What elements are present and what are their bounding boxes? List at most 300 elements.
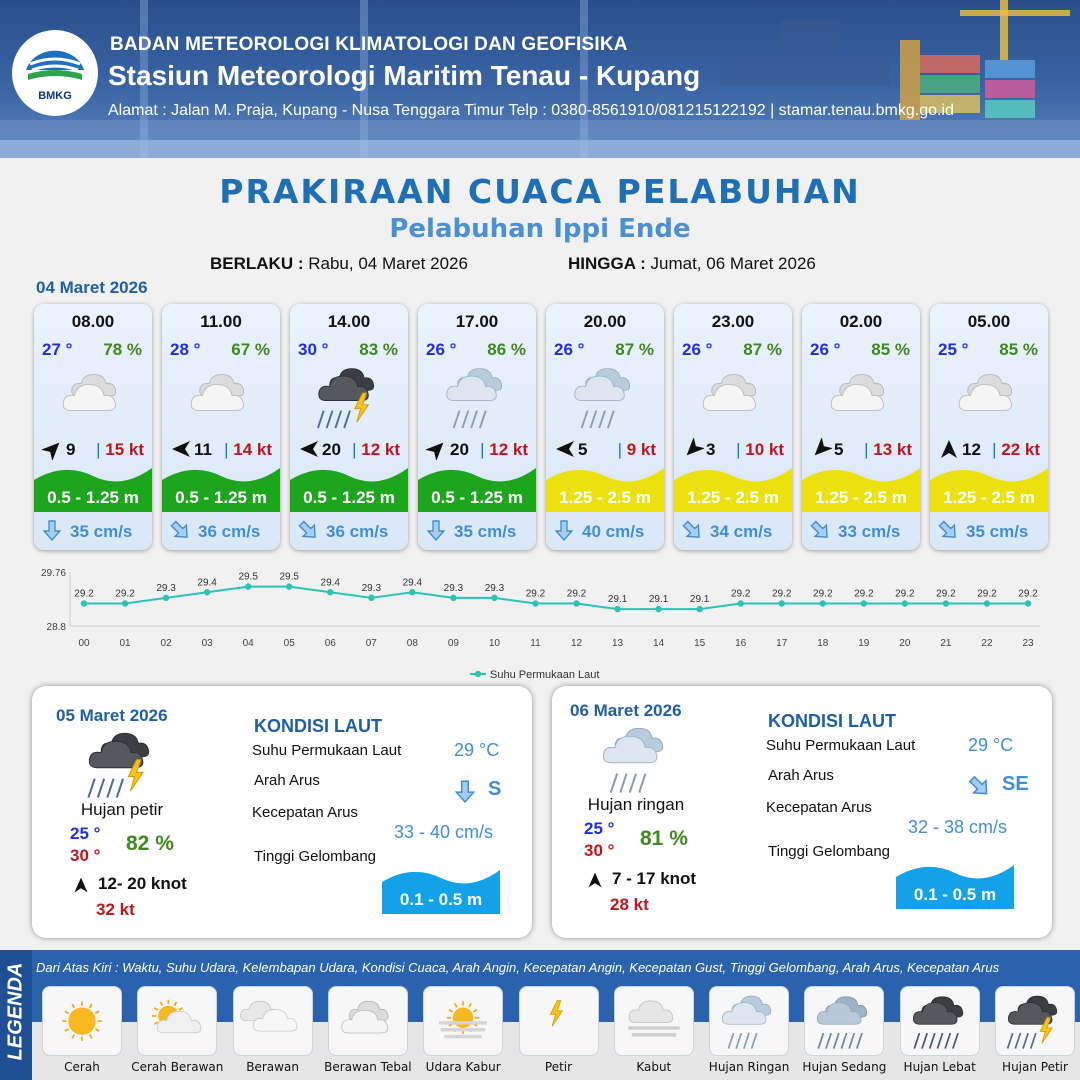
card-wave-height: 1.25 - 2.5 m bbox=[687, 488, 779, 507]
card-current-speed: 33 cm/s bbox=[838, 522, 901, 541]
hourly-card bbox=[546, 304, 664, 550]
day-panel bbox=[552, 686, 1052, 938]
card-gust-value: 22 kt bbox=[1001, 440, 1040, 459]
udara-kabur-icon bbox=[428, 992, 498, 1052]
card-current-speed: 35 cm/s bbox=[70, 522, 133, 541]
wind-direction-icon bbox=[170, 438, 192, 460]
valid-from-label: BERLAKU : bbox=[210, 254, 304, 273]
x-tick-label: 00 bbox=[78, 638, 90, 649]
card-gust bbox=[96, 440, 144, 460]
day-current-direction bbox=[966, 773, 992, 799]
sst-label: Suhu Permukaan Laut bbox=[766, 737, 916, 754]
x-tick-label: 22 bbox=[981, 638, 993, 649]
legend-description: Dari Atas Kiri : Waktu, Suhu Udara, Kelembapan Udara, Kondisi Cuaca, Arah Angin, Kecepatan Angin, Kecepatan Gust, Tinggi Gelombang, Arah Arus, Kecepatan Arus bbox=[36, 960, 1000, 975]
data-point bbox=[779, 600, 785, 606]
cerah-icon bbox=[47, 992, 117, 1052]
hujan-petir-icon bbox=[309, 364, 389, 432]
hourly-card bbox=[802, 304, 920, 550]
x-tick-label: 14 bbox=[653, 638, 665, 649]
data-point bbox=[245, 583, 251, 589]
data-point bbox=[532, 600, 538, 606]
x-tick-label: 12 bbox=[570, 638, 583, 649]
current-direction-icon bbox=[552, 518, 576, 542]
data-point bbox=[737, 600, 743, 606]
separator: | bbox=[480, 440, 490, 459]
sst-value: 29 °C bbox=[968, 735, 1014, 755]
current-direction-icon bbox=[168, 518, 192, 542]
card-gust bbox=[992, 440, 1040, 460]
current-direction-label: Arah Arus bbox=[768, 767, 834, 784]
x-tick-label: 13 bbox=[612, 638, 624, 649]
berawan-tebal-icon bbox=[949, 364, 1029, 432]
sst-series-line bbox=[84, 587, 1028, 610]
x-tick-label: 01 bbox=[119, 638, 131, 649]
data-label: 29.2 bbox=[977, 588, 997, 600]
legend-item-label: Petir bbox=[544, 1060, 573, 1074]
card-time: 14.00 bbox=[327, 312, 371, 331]
sea-condition-title: KONDISI LAUT bbox=[768, 711, 896, 731]
card-current-speed: 34 cm/s bbox=[710, 522, 773, 541]
hujan-ringan-icon bbox=[437, 364, 517, 432]
sst-value: 29 °C bbox=[454, 740, 500, 760]
valid-to-value: Jumat, 06 Maret 2026 bbox=[650, 254, 816, 273]
legend-side bbox=[0, 950, 32, 1080]
card-current-speed: 35 cm/s bbox=[454, 522, 517, 541]
station-name: Stasiun Meteorologi Maritim Tenau - Kupang bbox=[108, 60, 701, 91]
x-tick-label: 19 bbox=[858, 638, 870, 649]
berawan-tebal-icon bbox=[333, 992, 403, 1052]
card-wind-direction bbox=[682, 438, 704, 460]
card-humidity: 87 % bbox=[615, 340, 654, 359]
hujan-sedang-icon bbox=[809, 992, 879, 1052]
card-weather-icon bbox=[437, 364, 517, 432]
data-label: 29.2 bbox=[566, 588, 587, 600]
day-temp-max: 30 ° bbox=[70, 846, 101, 865]
data-point bbox=[286, 583, 292, 589]
card-humidity: 83 % bbox=[359, 340, 398, 359]
card-current-direction bbox=[552, 518, 576, 542]
current-direction-icon bbox=[424, 518, 448, 542]
card-wave-height: 0.5 - 1.25 m bbox=[175, 488, 267, 507]
day-wave-height: 0.1 - 0.5 m bbox=[913, 885, 997, 904]
card-wind-speed: 20 bbox=[322, 440, 341, 459]
legend-side-label: LEGENDA bbox=[4, 962, 27, 1061]
current-direction-icon bbox=[296, 518, 320, 542]
card-wave-height: 0.5 - 1.25 m bbox=[303, 488, 395, 507]
data-point bbox=[1025, 600, 1031, 606]
hujan-petir-icon bbox=[80, 728, 164, 802]
data-point bbox=[943, 600, 949, 606]
card-temperature: 27 ° bbox=[42, 340, 73, 359]
card-time: 23.00 bbox=[711, 312, 755, 331]
data-point bbox=[81, 600, 87, 606]
legend-item bbox=[421, 986, 505, 1074]
data-point bbox=[696, 606, 702, 612]
hujan-petir-icon bbox=[1000, 992, 1070, 1052]
data-label: 29.4 bbox=[197, 577, 217, 589]
legend-item bbox=[802, 986, 886, 1074]
separator: | bbox=[736, 440, 746, 459]
data-point bbox=[122, 600, 128, 606]
y-tick-label: 29.76 bbox=[40, 568, 66, 579]
legend-icon-box bbox=[995, 986, 1075, 1056]
data-point bbox=[820, 600, 826, 606]
separator: | bbox=[992, 440, 1002, 459]
card-gust-value: 9 kt bbox=[626, 440, 656, 459]
card-wave-height: 1.25 - 2.5 m bbox=[943, 488, 1035, 507]
card-current-direction bbox=[296, 518, 320, 542]
card-wave-height: 0.5 - 1.25 m bbox=[431, 488, 523, 507]
wind-direction-icon bbox=[42, 438, 64, 460]
card-gust-value: 10 kt bbox=[745, 440, 784, 459]
hourly-card bbox=[930, 304, 1048, 550]
card-gust-value: 13 kt bbox=[873, 440, 912, 459]
card-current-direction bbox=[40, 518, 64, 542]
legend-icon-box bbox=[614, 986, 694, 1056]
bmkg-logo-icon bbox=[12, 30, 98, 90]
card-gust bbox=[352, 440, 400, 460]
card-weather-icon bbox=[309, 364, 389, 432]
day-date: 05 Maret 2026 bbox=[56, 706, 168, 725]
cerah-berawan-icon bbox=[142, 992, 212, 1052]
data-point bbox=[861, 600, 867, 606]
day-weather-icon bbox=[594, 723, 678, 797]
card-gust bbox=[736, 440, 784, 460]
card-gust bbox=[618, 440, 656, 460]
wind-direction-icon bbox=[682, 438, 704, 460]
card-temperature: 25 ° bbox=[938, 340, 969, 359]
card-gust-value: 12 kt bbox=[361, 440, 400, 459]
day-temp-min: 25 ° bbox=[584, 819, 615, 838]
day-panel bbox=[32, 686, 532, 938]
berawan-tebal-icon bbox=[821, 364, 901, 432]
wind-direction-icon bbox=[554, 438, 576, 460]
card-humidity: 87 % bbox=[743, 340, 782, 359]
x-tick-label: 16 bbox=[735, 638, 747, 649]
data-label: 29.4 bbox=[320, 577, 340, 589]
legend-icon-box bbox=[328, 986, 408, 1056]
separator: | bbox=[224, 440, 234, 459]
separator: | bbox=[96, 440, 106, 459]
legend-item-label: Hujan Lebat bbox=[903, 1060, 976, 1074]
station-address: Alamat : Jalan M. Praja, Kupang - Nusa Tenggara Timur Telp : 0380-8561910/081215122192 | stamar.tenau.bmkg.go.id bbox=[108, 102, 954, 119]
legend-icon-box bbox=[900, 986, 980, 1056]
data-point bbox=[327, 589, 333, 595]
card-gust-value: 15 kt bbox=[105, 440, 144, 459]
hourly-card bbox=[418, 304, 536, 550]
card-weather-icon bbox=[821, 364, 901, 432]
x-tick-label: 06 bbox=[324, 638, 336, 649]
data-label: 29.3 bbox=[156, 582, 176, 594]
sea-condition-title: KONDISI LAUT bbox=[254, 716, 382, 736]
x-tick-label: 03 bbox=[201, 638, 213, 649]
legend-icon-box bbox=[519, 986, 599, 1056]
kabut-icon bbox=[619, 992, 689, 1052]
wave-label: Tinggi Gelombang bbox=[254, 848, 377, 865]
day-temp-max: 30 ° bbox=[584, 841, 615, 860]
legend-item-label: Hujan Sedang bbox=[802, 1060, 887, 1074]
day-humidity: 82 % bbox=[126, 832, 174, 855]
data-label: 29.2 bbox=[730, 588, 751, 600]
card-current-direction bbox=[168, 518, 192, 542]
card-gust-value: 14 kt bbox=[233, 440, 272, 459]
data-point bbox=[491, 595, 497, 601]
data-point bbox=[573, 600, 579, 606]
card-temperature: 26 ° bbox=[426, 340, 457, 359]
day-gust: 32 kt bbox=[96, 900, 135, 919]
day1-date: 04 Maret 2026 bbox=[36, 278, 148, 297]
card-weather-icon bbox=[693, 364, 773, 432]
card-wind-speed: 12 bbox=[962, 440, 981, 459]
berawan-tebal-icon bbox=[53, 364, 133, 432]
legend-icon-box bbox=[42, 986, 122, 1056]
card-weather-icon bbox=[181, 364, 261, 432]
current-direction-icon bbox=[40, 518, 64, 542]
page-title: PRAKIRAAN CUACA PELABUHAN bbox=[219, 172, 861, 211]
card-gust-value: 12 kt bbox=[489, 440, 528, 459]
card-gust bbox=[480, 440, 528, 460]
card-wind-speed: 3 bbox=[706, 440, 716, 459]
legend-item-label: Cerah Berawan bbox=[131, 1060, 224, 1074]
current-speed-label: Kecepatan Arus bbox=[252, 804, 358, 821]
legend-item bbox=[612, 986, 696, 1074]
current-direction-value: S bbox=[488, 778, 502, 800]
legend-icon-box bbox=[423, 986, 503, 1056]
berawan-icon bbox=[238, 992, 308, 1052]
wind-direction-icon bbox=[298, 438, 320, 460]
data-point bbox=[655, 606, 661, 612]
card-current-speed: 40 cm/s bbox=[582, 522, 645, 541]
wind-direction-icon bbox=[938, 438, 960, 460]
current-direction-value: SE bbox=[1002, 773, 1029, 795]
valid-from bbox=[210, 254, 468, 274]
data-label: 29.2 bbox=[1018, 588, 1038, 600]
legend-item-label: Berawan bbox=[246, 1060, 299, 1074]
data-point bbox=[368, 595, 374, 601]
card-current-speed: 35 cm/s bbox=[966, 522, 1029, 541]
data-label: 29.5 bbox=[279, 571, 299, 583]
card-time: 08.00 bbox=[71, 312, 115, 331]
hourly-card bbox=[674, 304, 792, 550]
valid-to-label: HINGGA : bbox=[568, 254, 646, 273]
data-label: 29.2 bbox=[115, 588, 135, 600]
card-weather-icon bbox=[565, 364, 645, 432]
legend-item bbox=[707, 986, 791, 1074]
current-direction-icon bbox=[680, 518, 704, 542]
card-humidity: 67 % bbox=[231, 340, 270, 359]
card-wave-height: 1.25 - 2.5 m bbox=[815, 488, 907, 507]
legend-item bbox=[326, 986, 410, 1074]
x-tick-label: 04 bbox=[242, 638, 254, 649]
wind-direction-icon bbox=[426, 438, 448, 460]
legend-icon-box bbox=[804, 986, 884, 1056]
data-label: 29.3 bbox=[443, 582, 464, 594]
day-gust: 28 kt bbox=[610, 895, 649, 914]
current-direction-icon bbox=[452, 778, 478, 804]
data-point bbox=[614, 606, 620, 612]
wind-direction-icon bbox=[586, 871, 604, 889]
day-current-direction bbox=[452, 778, 478, 804]
day-wave-height: 0.1 - 0.5 m bbox=[399, 890, 483, 909]
bmkg-logo bbox=[12, 30, 98, 116]
x-tick-label: 09 bbox=[447, 638, 459, 649]
card-wind-speed: 11 bbox=[194, 440, 212, 459]
legend-item bbox=[40, 986, 124, 1074]
card-weather-icon bbox=[53, 364, 133, 432]
hujan-ringan-icon bbox=[565, 364, 645, 432]
card-temperature: 26 ° bbox=[810, 340, 841, 359]
legend-icon-box bbox=[137, 986, 217, 1056]
port-name: Pelabuhan Ippi Ende bbox=[389, 214, 691, 244]
day-temp-min: 25 ° bbox=[70, 824, 101, 843]
x-tick-label: 07 bbox=[365, 638, 377, 649]
separator: | bbox=[864, 440, 874, 459]
x-tick-label: 08 bbox=[406, 638, 418, 649]
card-time: 11.00 bbox=[200, 312, 242, 331]
x-tick-label: 20 bbox=[899, 638, 911, 649]
day-condition: Hujan ringan bbox=[587, 795, 685, 814]
day-condition: Hujan petir bbox=[80, 800, 164, 819]
card-humidity: 85 % bbox=[999, 340, 1038, 359]
card-wind-direction bbox=[170, 438, 192, 460]
data-label: 29.2 bbox=[895, 588, 915, 600]
card-gust bbox=[224, 440, 272, 460]
data-point bbox=[409, 589, 415, 595]
current-direction-icon bbox=[966, 773, 992, 799]
x-tick-label: 11 bbox=[530, 638, 541, 649]
card-time: 20.00 bbox=[583, 312, 627, 331]
legend-item bbox=[517, 986, 601, 1074]
header-banner bbox=[0, 0, 1080, 158]
card-temperature: 28 ° bbox=[170, 340, 201, 359]
card-wind-speed: 5 bbox=[578, 440, 588, 459]
card-current-direction bbox=[808, 518, 832, 542]
legend-icon-box bbox=[709, 986, 789, 1056]
x-tick-label: 05 bbox=[283, 638, 295, 649]
data-label: 29.1 bbox=[607, 594, 628, 606]
card-time: 02.00 bbox=[839, 312, 883, 331]
current-direction-icon bbox=[936, 518, 960, 542]
card-wind-direction bbox=[938, 438, 960, 460]
card-wave-height: 0.5 - 1.25 m bbox=[47, 488, 139, 507]
legend-item-label: Hujan Ringan bbox=[708, 1060, 790, 1074]
card-current-direction bbox=[424, 518, 448, 542]
card-time: 17.00 bbox=[455, 312, 499, 331]
agency-name: BADAN METEOROLOGI KLIMATOLOGI DAN GEOFISIKA bbox=[110, 34, 628, 55]
data-label: 29.2 bbox=[854, 588, 874, 600]
card-temperature: 26 ° bbox=[554, 340, 585, 359]
sst-line-chart bbox=[0, 560, 1080, 690]
current-direction-label: Arah Arus bbox=[254, 772, 320, 789]
x-tick-label: 02 bbox=[160, 638, 172, 649]
data-label: 29.2 bbox=[525, 588, 546, 600]
day-wind-direction bbox=[586, 871, 604, 889]
card-wave-height: 1.25 - 2.5 m bbox=[559, 488, 651, 507]
card-temperature: 30 ° bbox=[298, 340, 329, 359]
legend-item bbox=[898, 986, 982, 1074]
data-label: 29.3 bbox=[361, 582, 382, 594]
day-weather-icon bbox=[80, 728, 164, 802]
current-speed-value: 32 - 38 cm/s bbox=[908, 817, 1008, 837]
data-label: 29.4 bbox=[402, 577, 423, 589]
card-time: 05.00 bbox=[967, 312, 1011, 331]
petir-icon bbox=[524, 992, 594, 1052]
hourly-card bbox=[34, 304, 152, 550]
card-wind-speed: 20 bbox=[450, 440, 469, 459]
legend-item-label: Kabut bbox=[636, 1060, 672, 1074]
data-label: 29.3 bbox=[484, 582, 505, 594]
card-gust bbox=[864, 440, 912, 460]
x-tick-label: 17 bbox=[776, 638, 788, 649]
x-tick-label: 10 bbox=[488, 638, 500, 649]
x-tick-label: 21 bbox=[940, 638, 952, 649]
separator: | bbox=[352, 440, 362, 459]
valid-from-value: Rabu, 04 Maret 2026 bbox=[308, 254, 468, 273]
hujan-ringan-icon bbox=[714, 992, 784, 1052]
card-wind-direction bbox=[298, 438, 320, 460]
card-humidity: 78 % bbox=[103, 340, 142, 359]
card-wind-direction bbox=[426, 438, 448, 460]
legend-item-label: Udara Kabur bbox=[425, 1060, 501, 1074]
wind-direction-icon bbox=[72, 876, 90, 894]
card-wind-direction bbox=[42, 438, 64, 460]
x-tick-label: 23 bbox=[1022, 638, 1034, 649]
data-label: 29.2 bbox=[772, 588, 792, 600]
y-tick-label: 28.8 bbox=[46, 622, 66, 633]
data-label: 29.2 bbox=[936, 588, 956, 600]
card-current-speed: 36 cm/s bbox=[326, 522, 389, 541]
card-current-direction bbox=[680, 518, 704, 542]
sst-label: Suhu Permukaan Laut bbox=[252, 742, 402, 759]
legend-label: Suhu Permukaan Laut bbox=[490, 669, 600, 681]
berawan-tebal-icon bbox=[693, 364, 773, 432]
data-point bbox=[163, 595, 169, 601]
card-wind-direction bbox=[810, 438, 832, 460]
legend-item bbox=[231, 986, 315, 1074]
wind-direction-icon bbox=[810, 438, 832, 460]
hujan-lebat-icon bbox=[905, 992, 975, 1052]
hujan-ringan-icon bbox=[594, 723, 678, 797]
hourly-card bbox=[290, 304, 408, 550]
berawan-tebal-icon bbox=[181, 364, 261, 432]
card-wind-speed: 5 bbox=[834, 440, 844, 459]
day-wind-speed: 7 - 17 knot bbox=[612, 869, 697, 888]
logo-text: BMKG bbox=[38, 90, 72, 102]
card-wind-direction bbox=[554, 438, 576, 460]
data-point bbox=[450, 595, 456, 601]
wave-label: Tinggi Gelombang bbox=[768, 843, 891, 860]
x-tick-label: 18 bbox=[817, 638, 829, 649]
data-point bbox=[902, 600, 908, 606]
card-wind-speed: 9 bbox=[66, 440, 76, 459]
day-date: 06 Maret 2026 bbox=[570, 701, 682, 720]
card-humidity: 86 % bbox=[487, 340, 526, 359]
valid-to bbox=[568, 254, 816, 274]
data-point bbox=[984, 600, 990, 606]
card-weather-icon bbox=[949, 364, 1029, 432]
card-current-speed: 36 cm/s bbox=[198, 522, 261, 541]
data-label: 29.1 bbox=[689, 594, 710, 606]
x-tick-label: 15 bbox=[694, 638, 706, 649]
data-label: 29.5 bbox=[238, 571, 258, 583]
card-temperature: 26 ° bbox=[682, 340, 713, 359]
legend-marker bbox=[475, 671, 481, 677]
legend-item bbox=[131, 986, 224, 1074]
legend-item bbox=[993, 986, 1077, 1074]
separator: | bbox=[617, 440, 627, 459]
legend-item-label: Berawan Tebal bbox=[324, 1060, 412, 1074]
data-label: 29.2 bbox=[813, 588, 833, 600]
